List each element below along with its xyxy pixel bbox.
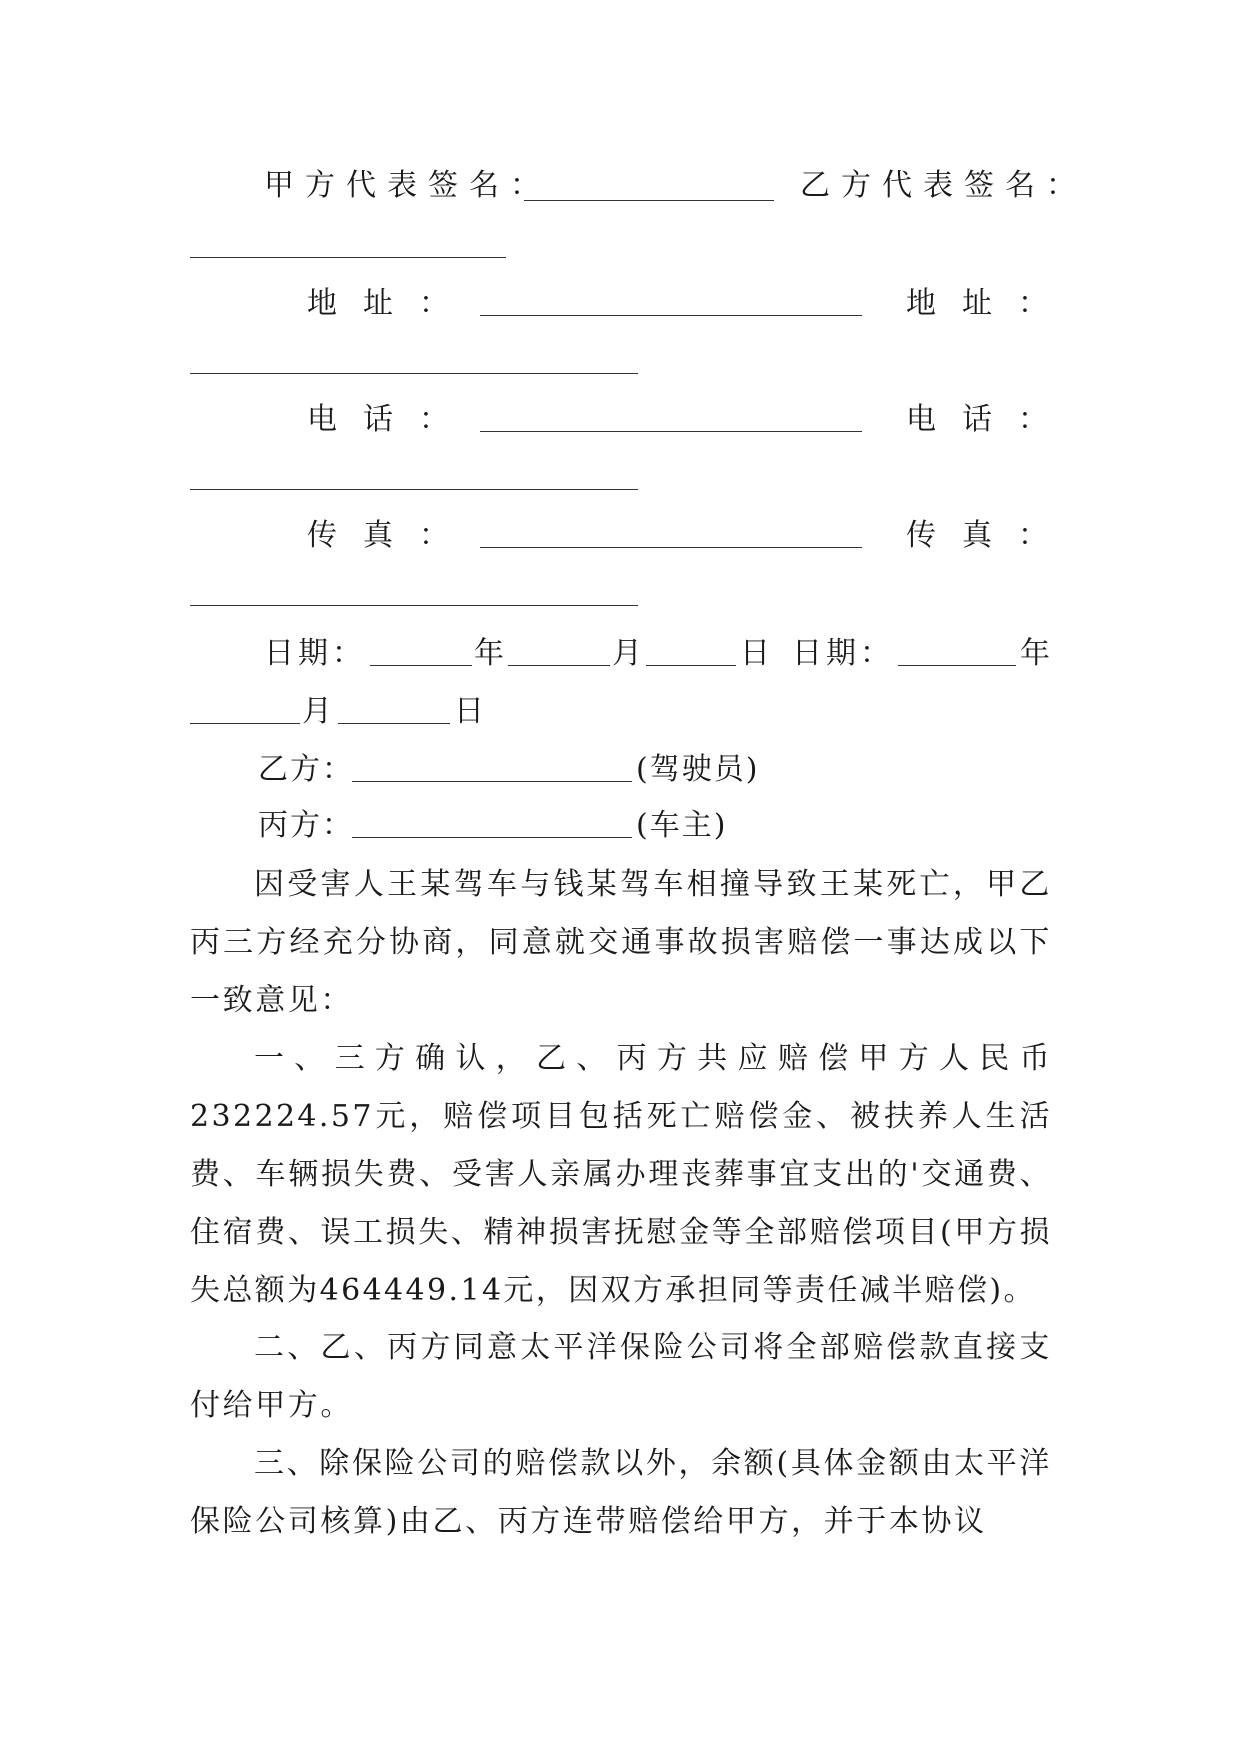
party-a-rep-label: 甲方代表签名： [264,168,551,203]
party-c-name-blank[interactable] [352,836,632,838]
clause-3-paragraph: 三、除保险公司的赔偿款以外，余额(具体金额由太平洋保险公司核算)由乙、丙方连带赔偿给甲方，并于本协议 [190,1446,1052,1539]
party-a-phone-blank[interactable] [480,430,862,432]
party-b-address-blank[interactable] [190,372,638,374]
party-a-date-day-blank[interactable] [646,664,736,666]
party-a-date-day-label: 日 [740,636,770,671]
party-b-rep-blank[interactable] [190,256,506,258]
party-b-address-label: 地址： [906,286,1074,321]
party-b-date-year-label: 年 [1020,636,1050,671]
party-a-phone-label: 电话： [307,402,475,437]
party-b-name-blank[interactable] [352,780,632,782]
party-b-date-month-label: 月 [302,694,332,729]
party-b-phone-label: 电话： [906,402,1074,437]
party-b-date-label: 日期： [792,636,894,671]
party-b-phone-blank[interactable] [190,488,638,490]
party-a-fax-blank[interactable] [480,546,862,548]
party-a-fax-label: 传真： [307,518,475,553]
party-c-label: 丙方： [258,808,354,843]
clause-1-paragraph: 一、三方确认，乙、丙方共应赔偿甲方人民币232224.57元，赔偿项目包括死亡赔偿金、被扶养人生活费、车辆损失费、受害人亲属办理丧葬事宜支出的'交通费、住宿费、误工损失、精神损害抚慰金等全部赔偿项目(甲方损失总额为464449.14元，因双方承担同等责任减半赔偿)。 [190,1041,1052,1308]
party-b-date-day-label: 日 [454,694,484,729]
party-a-date-year-blank[interactable] [370,664,472,666]
party-b-date-day-blank[interactable] [338,722,450,724]
party-b-fax-label: 传真： [906,518,1074,553]
party-a-date-month-blank[interactable] [508,664,610,666]
party-a-rep-blank[interactable] [524,174,774,201]
party-b-fax-blank[interactable] [190,604,638,606]
party-b-date-month-blank[interactable] [190,722,300,724]
party-a-date-label: 日期： [264,636,366,671]
party-a-date-year-label: 年 [474,636,504,671]
party-c-role: (车主) [636,808,728,843]
intro-paragraph: 因受害人王某驾车与钱某驾车相撞导致王某死亡，甲乙丙三方经充分协商，同意就交通事故损害赔偿一事达成以下一致意见： [190,867,1052,1018]
clause-2-paragraph: 二、乙、丙方同意太平洋保险公司将全部赔偿款直接支付给甲方。 [190,1330,1052,1423]
party-a-date-month-label: 月 [612,636,642,671]
party-b-label: 乙方： [258,752,354,787]
party-a-address-label: 地址： [307,286,475,321]
party-b-role: (驾驶员) [636,752,760,787]
party-b-date-year-blank[interactable] [898,664,1016,666]
party-a-address-blank[interactable] [480,314,862,316]
party-b-rep-label: 乙方代表签名： [800,168,1087,203]
